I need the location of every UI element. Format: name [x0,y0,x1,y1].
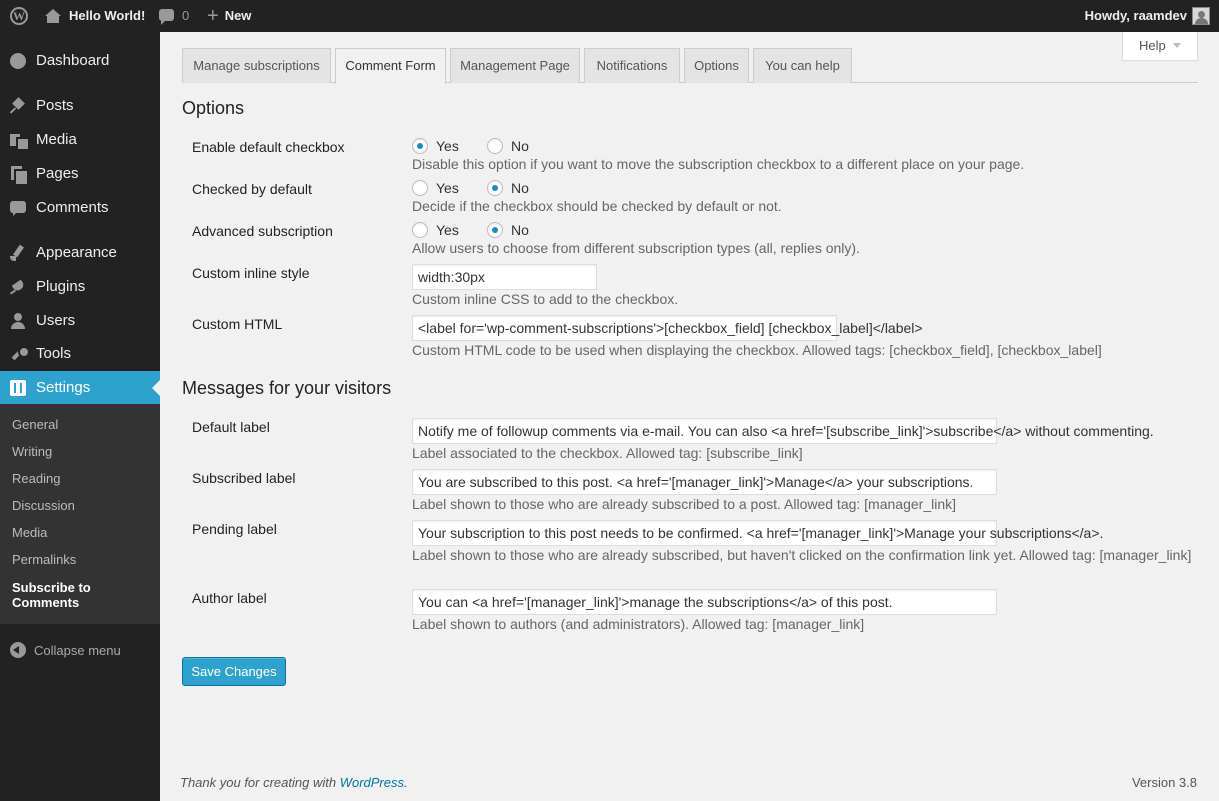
footer-thanks [180,775,408,790]
tab-comment-form[interactable]: Comment Form [335,48,446,84]
enable-default-no-radio[interactable] [487,138,503,154]
author-label-input[interactable]: You can <a href='[manager_link]'>manage the subscriptions</a> of this post. [412,589,997,615]
enable-default-yes-radio[interactable] [412,138,428,154]
radio-label-no: No [511,138,529,154]
admin-bar [0,0,1219,32]
site-name-link[interactable]: Hello World! [69,8,146,23]
submenu-item-subscribe-to-comments[interactable]: Subscribe to Comments [12,580,91,610]
brush-icon [10,245,26,261]
radio-label-no: No [511,180,529,196]
collapse-menu-button[interactable] [10,642,121,658]
radio-label-yes: Yes [436,138,459,154]
author-label-description: Label shown to authors (and administrators). Allowed tag: [manager_link] [412,616,865,632]
tab-you-can-help[interactable]: You can help [753,48,852,83]
tab-management-page[interactable]: Management Page [450,48,580,83]
user-icon [10,313,26,329]
avatar[interactable] [1192,7,1210,25]
dashboard-icon [10,53,26,69]
checked-by-default-description: Decide if the checkbox should be checked by default or not. [412,198,782,214]
default-label-description: Label associated to the checkbox. Allowed tag: [subscribe_link] [412,445,803,461]
custom-html-label: Custom HTML [192,316,283,332]
custom-html-input[interactable]: <label for='wp-comment-subscriptions'>[checkbox_field] [checkbox_label]</label> [412,315,837,341]
help-label: Help [1139,38,1166,53]
submenu-item-media[interactable]: Media [12,525,48,540]
admin-sidebar [0,32,160,801]
submenu-item-reading[interactable]: Reading [12,471,61,486]
comments-count: 0 [182,8,190,23]
media-icon [10,132,26,148]
wordpress-link[interactable]: WordPress [339,775,404,790]
advanced-yes-radio[interactable] [412,222,428,238]
sidebar-item-users[interactable] [0,304,160,338]
tab-notifications[interactable]: Notifications [584,48,680,83]
sidebar-item-settings[interactable] [0,371,160,405]
nav-tabs [182,48,1198,83]
plugin-icon [10,279,26,295]
subscribed-label-input[interactable]: You are subscribed to this post. <a href='[manager_link]'>Manage</a> your subscriptions. [412,469,997,495]
custom-inline-style-input[interactable]: width:30px [412,264,597,290]
advanced-no-radio[interactable] [487,222,503,238]
comments-link[interactable] [159,0,189,32]
sidebar-item-label: Plugins [36,278,86,295]
options-heading: Options [182,98,245,118]
comment-icon [10,200,26,216]
messages-heading: Messages for your visitors [182,378,392,398]
sidebar-item-media[interactable] [0,123,160,157]
sidebar-item-label: Settings [36,379,91,396]
default-label-input[interactable]: Notify me of followup comments via e-mail. You can also <a href='[subscribe_link]'>subscribe</a> without commenting. [412,418,997,444]
comment-bubble-icon [159,9,174,21]
checked-default-no-radio[interactable] [487,180,503,196]
subscribed-label-description: Label shown to those who are already subscribed to a post. Allowed tag: [manager_link] [412,496,956,512]
sidebar-item-dashboard[interactable] [0,44,160,78]
sidebar-item-label: Dashboard [36,52,110,69]
save-changes-button[interactable]: Save Changes [182,657,286,686]
radio-label-yes: Yes [436,222,459,238]
pending-label-description: Label shown to those who are already subscribed, but haven't clicked on the confirmation link yet. Allowed tag: [manager_link] [412,547,1192,563]
submenu-item-general[interactable]: General [12,417,59,432]
sidebar-item-pages[interactable] [0,157,160,191]
sidebar-item-plugins[interactable] [0,270,160,304]
submenu-item-writing[interactable]: Writing [12,444,53,459]
radio-label-yes: Yes [436,180,459,196]
pending-label-label: Pending label [192,521,277,537]
subscribed-label-label: Subscribed label [192,470,296,486]
enable-default-checkbox-label: Enable default checkbox [192,139,345,155]
sidebar-item-label: Appearance [36,244,117,261]
sidebar-item-comments[interactable] [0,191,160,225]
new-content-link[interactable] [207,0,251,32]
custom-html-description: Custom HTML code to be used when displaying the checkbox. Allowed tags: [checkbox_field], [checkbox_label] [412,342,1102,358]
checked-default-yes-radio[interactable] [412,180,428,196]
sidebar-item-label: Tools [36,345,72,362]
home-icon[interactable] [44,0,62,32]
howdy-user-link[interactable]: Howdy, raamdev [1084,8,1187,23]
collapse-label: Collapse menu [34,643,121,658]
checked-by-default-label: Checked by default [192,181,312,197]
footer-thanks-text: Thank you for creating with [180,775,340,790]
sidebar-item-posts[interactable] [0,89,160,123]
author-label-label: Author label [192,590,267,606]
collapse-arrow-icon [10,642,26,658]
plus-icon: + [207,5,219,27]
tab-options[interactable]: Options [684,48,749,83]
settings-submenu [0,404,160,624]
main-content [160,32,1219,801]
sidebar-item-tools[interactable] [0,337,160,371]
sidebar-item-label: Media [36,131,77,148]
pin-icon [10,98,26,114]
sidebar-item-label: Users [36,312,76,329]
wrench-icon [10,346,26,362]
submenu-item-discussion[interactable]: Discussion [12,498,75,513]
sidebar-item-label: Posts [36,97,74,114]
pages-icon [10,166,26,182]
footer-period: . [404,775,408,790]
sidebar-item-label: Comments [36,199,109,216]
version-text: Version 3.8 [1131,775,1197,790]
default-label-label: Default label [192,419,270,435]
wordpress-logo-icon[interactable]: W [8,0,30,32]
advanced-subscription-description: Allow users to choose from different subscription types (all, replies only). [412,240,860,256]
tab-manage-subscriptions[interactable]: Manage subscriptions [182,48,331,83]
submenu-item-permalinks[interactable]: Permalinks [12,552,77,567]
custom-inline-style-label: Custom inline style [192,265,310,281]
new-label: New [224,8,252,23]
sidebar-item-appearance[interactable] [0,236,160,270]
settings-icon [10,380,26,396]
radio-label-no: No [511,222,529,238]
pending-label-input[interactable]: Your subscription to this post needs to be confirmed. <a href='[manager_link]'>Manage your subscriptions</a>. [412,520,997,546]
enable-default-description: Disable this option if you want to move the subscription checkbox to a different place on your page. [412,156,1025,172]
custom-inline-style-description: Custom inline CSS to add to the checkbox. [412,291,679,307]
advanced-subscription-label: Advanced subscription [192,223,333,239]
sidebar-item-label: Pages [36,165,79,182]
